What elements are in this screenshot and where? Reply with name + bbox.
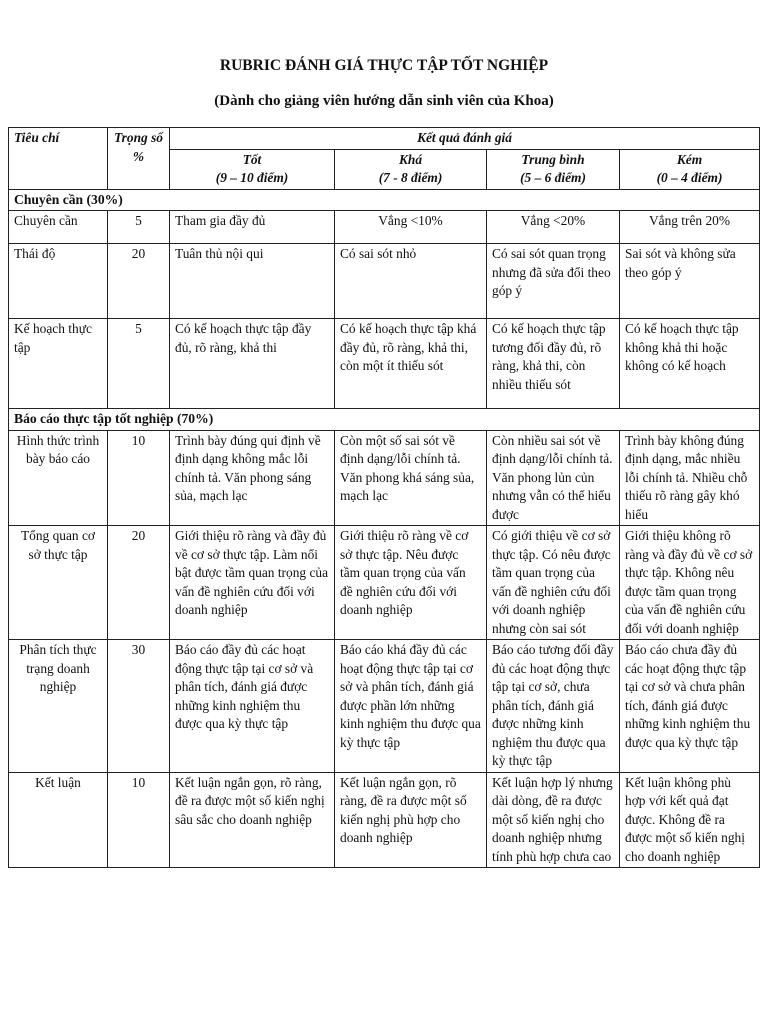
level-cell: Vắng trên 20% <box>620 211 760 244</box>
table-row <box>9 526 760 640</box>
header-result: Kết quả đánh giá <box>170 128 760 150</box>
level-range: (9 – 10 điểm) <box>215 170 289 185</box>
level-cell: Báo cáo khá đầy đủ các hoạt động thực tập tại cơ sở và phân tích, đánh giá được phần lớn những kinh nghiệm thu được qua kỳ thực tập <box>335 640 487 773</box>
header-level-poor <box>620 149 760 189</box>
document-title: RUBRIC ĐÁNH GIÁ THỰC TẬP TỐT NGHIỆP <box>219 57 549 74</box>
table-row <box>9 640 760 773</box>
level-cell: Có sai sót nhỏ <box>335 244 487 319</box>
level-cell: Kết luận không phù hợp với kết quả đạt được. Không đề ra được một số kiến nghị cho doanh nghiệp <box>620 772 760 868</box>
level-cell: Trình bày đúng qui định về định dạng không mắc lỗi chính tả. Văn phong sáng sủa, mạch lạc <box>170 430 335 526</box>
level-cell: Vắng <10% <box>335 211 487 244</box>
criteria-cell: Kế hoạch thực tập <box>9 319 108 409</box>
weight-cell: 30 <box>108 640 170 773</box>
criteria-cell: Tổng quan cơ sở thực tập <box>9 526 108 640</box>
section-row <box>9 189 760 211</box>
level-cell: Sai sót và không sửa theo góp ý <box>620 244 760 319</box>
level-name: Khá <box>398 151 423 167</box>
table-row <box>9 244 760 319</box>
level-cell: Giới thiệu rõ ràng và đầy đủ về cơ sở thực tập. Làm nổi bật được tầm quan trọng của vấn đề nghiên cứu đối với doanh nghiệp <box>170 526 335 640</box>
table-row <box>9 772 760 868</box>
section-title: Báo cáo thực tập tốt nghiệp (70%) <box>9 409 760 431</box>
criteria-cell: Chuyên cần <box>9 211 108 244</box>
level-cell: Có kế hoạch thực tập không khả thi hoặc không có kế hoạch <box>620 319 760 409</box>
level-cell: Giới thiệu không rõ ràng và đầy đủ về cơ sở thực tập. Không nêu được tầm quan trọng của vấn đề nghiên cứu đối với doanh nghiệp <box>620 526 760 640</box>
level-cell: Kết luận hợp lý nhưng dài dòng, đề ra được một số kiến nghị cho doanh nghiệp nhưng tính phù hợp chưa cao <box>487 772 620 868</box>
level-name: Kém <box>676 151 703 167</box>
header-criteria: Tiêu chí <box>9 128 108 190</box>
level-cell: Còn nhiều sai sót về định dạng/lỗi chính tả. Văn phong lủn củn nhưng vẫn có thể hiểu được <box>487 430 620 526</box>
header-level-average <box>487 149 620 189</box>
level-cell: Kết luận ngắn gọn, rõ ràng, đề ra được một số kiến nghị phù hợp cho doanh nghiệp <box>335 772 487 868</box>
weight-cell: 20 <box>108 244 170 319</box>
level-range: (7 - 8 điểm) <box>378 170 443 185</box>
document-subtitle: (Dành cho giảng viên hướng dẫn sinh viên của Khoa) <box>214 93 554 109</box>
criteria-cell: Thái độ <box>9 244 108 319</box>
level-cell: Có kế hoạch thực tập khá đầy đủ, rõ ràng, khả thi, còn một ít thiếu sót <box>335 319 487 409</box>
weight-cell: 5 <box>108 319 170 409</box>
header-weight: Trọng số % <box>108 128 170 190</box>
level-cell: Có kế hoạch thực tập đầy đủ, rõ ràng, khả thi <box>170 319 335 409</box>
level-cell: Vắng <20% <box>487 211 620 244</box>
level-cell: Tham gia đầy đủ <box>170 211 335 244</box>
weight-cell: 10 <box>108 772 170 868</box>
level-range: (0 – 4 điểm) <box>656 170 723 185</box>
header-level-fair <box>335 149 487 189</box>
criteria-cell: Hình thức trình bày báo cáo <box>9 430 108 526</box>
level-cell: Giới thiệu rõ ràng về cơ sở thực tập. Nêu được tầm quan trọng của vấn đề nghiên cứu đối với doanh nghiệp <box>335 526 487 640</box>
criteria-cell: Kết luận <box>9 772 108 868</box>
level-cell: Trình bày không đúng định dạng, mắc nhiều lỗi chính tả. Nhiều chỗ thiếu rõ ràng gây khó hiểu <box>620 430 760 526</box>
level-cell: Có sai sót quan trọng nhưng đã sửa đổi theo góp ý <box>487 244 620 319</box>
table-row <box>9 211 760 244</box>
level-cell: Báo cáo chưa đầy đủ các hoạt động thực tập tại cơ sở và chưa phân tích, đánh giá được những kinh nghiệm thu được qua kỳ thực tập <box>620 640 760 773</box>
weight-cell: 20 <box>108 526 170 640</box>
level-cell: Có kế hoạch thực tập tương đối đầy đủ, rõ ràng, khả thi, còn nhiều thiếu sót <box>487 319 620 409</box>
level-name: Trung bình <box>521 151 585 167</box>
weight-cell: 5 <box>108 211 170 244</box>
table-row <box>9 430 760 526</box>
level-cell: Kết luận ngắn gọn, rõ ràng, đề ra được một số kiến nghị sâu sắc cho doanh nghiệp <box>170 772 335 868</box>
section-row <box>9 409 760 431</box>
level-range: (5 – 6 điểm) <box>520 170 586 185</box>
level-cell: Báo cáo tương đối đầy đủ các hoạt động thực tập tại cơ sở, chưa phân tích, đánh giá được những kinh nghiệm thu được qua kỳ thực tập <box>487 640 620 773</box>
level-cell: Còn một số sai sót về định dạng/lỗi chính tả. Văn phong khá sáng sủa, mạch lạc <box>335 430 487 526</box>
level-name: Tốt <box>242 151 262 167</box>
criteria-cell: Phân tích thực trạng doanh nghiệp <box>9 640 108 773</box>
table-row <box>9 319 760 409</box>
level-cell: Tuân thủ nội qui <box>170 244 335 319</box>
weight-cell: 10 <box>108 430 170 526</box>
section-title: Chuyên cần (30%) <box>9 189 760 211</box>
header-level-good <box>170 149 335 189</box>
level-cell: Báo cáo đầy đủ các hoạt động thực tập tại cơ sở và phân tích, đánh giá được những kinh nghiệm thu được qua kỳ thực tập <box>170 640 335 773</box>
level-cell: Có giới thiệu về cơ sở thực tập. Có nêu được tầm quan trọng của vấn đề nghiên cứu đối với doanh nghiệp nhưng còn sai sót <box>487 526 620 640</box>
rubric-table <box>8 127 760 868</box>
